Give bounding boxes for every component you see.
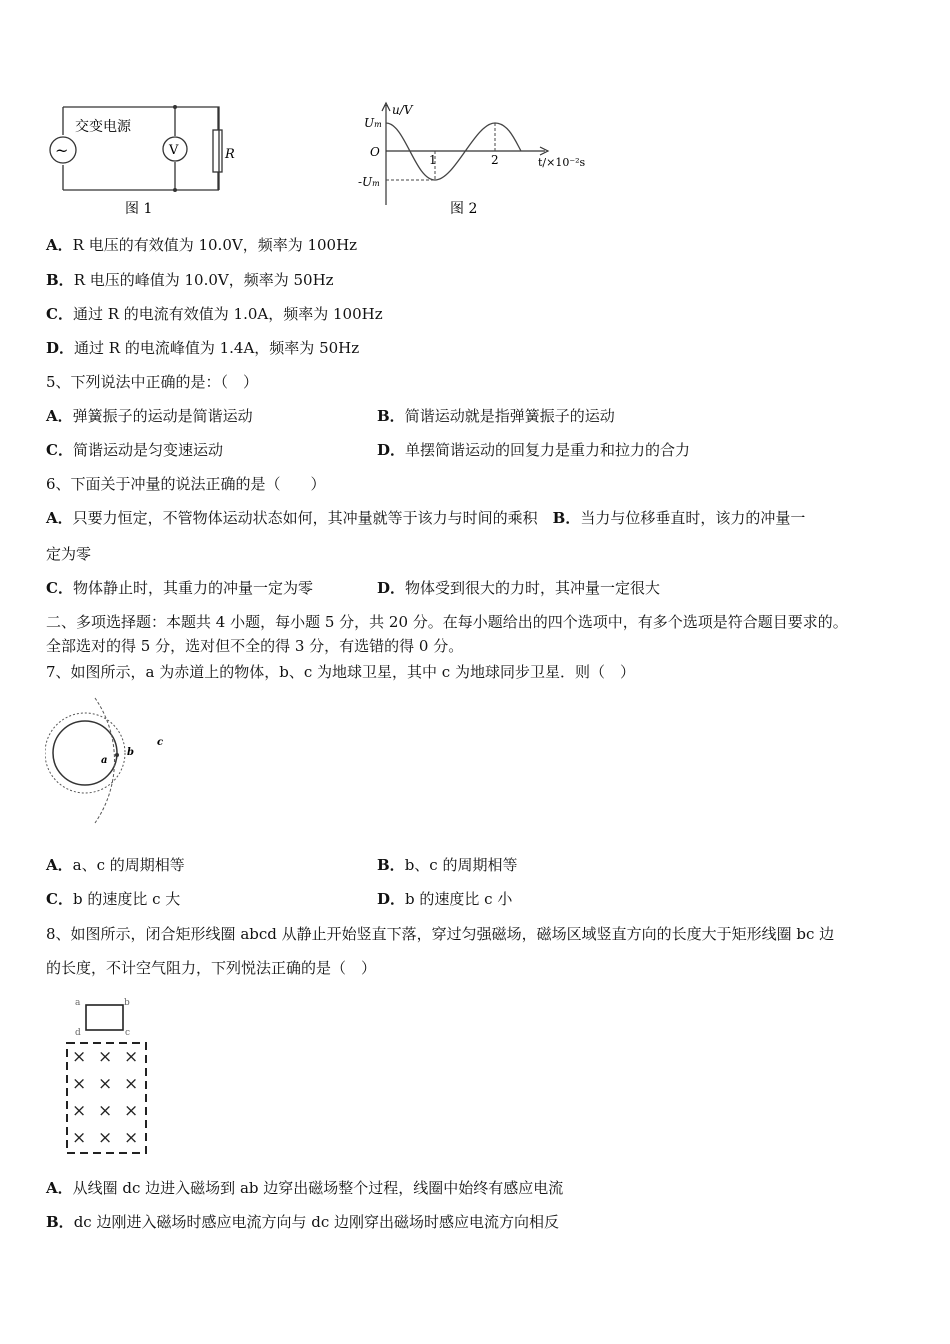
- svg-text:×: ×: [98, 1128, 113, 1148]
- figure-7-orbits: [45, 693, 175, 833]
- svg-text:×: ×: [124, 1101, 139, 1121]
- figure-1-circuit: [45, 100, 245, 220]
- svg-text:V: V: [169, 143, 179, 158]
- svg-text:图 1: 图 1: [125, 201, 153, 217]
- q7-option-c: C．b 的速度比 c 大: [46, 890, 181, 908]
- svg-text:2: 2: [491, 153, 499, 167]
- figure-8-coil-field: [60, 992, 160, 1157]
- q4-option-d: D．通过 R 的电流峰值为 1.4A，频率为 50Hz: [46, 339, 360, 357]
- svg-text:~: ~: [55, 141, 69, 160]
- q8-option-a: A．从线圈 dc 边进入磁场到 ab 边穿出磁场整个过程，线圈中始终有感应电流: [46, 1179, 564, 1197]
- q6-stem: 6、下面关于冲量的说法正确的是（ ）: [46, 475, 326, 493]
- svg-text:1: 1: [429, 153, 437, 167]
- svg-text:c: c: [157, 737, 164, 748]
- svg-text:交变电源: 交变电源: [75, 119, 131, 135]
- svg-text:R: R: [225, 147, 235, 162]
- section-2-heading-cont: 全部选对的得 5 分，选对但不全的得 3 分，有选错的得 0 分。: [46, 637, 464, 655]
- q7-option-d: D．b 的速度比 c 小: [377, 890, 513, 908]
- q6-option-a-b: A．只要力恒定，不管物体运动状态如何，其冲量就等于该力与时间的乘积 B．当力与位移垂直时，该力的冲量一: [46, 509, 806, 527]
- svg-text:图 2: 图 2: [450, 201, 478, 217]
- svg-text:c: c: [125, 1028, 131, 1038]
- svg-text:×: ×: [98, 1047, 113, 1067]
- svg-text:a: a: [75, 998, 81, 1008]
- svg-text:-Um: -Um: [358, 175, 380, 189]
- q8-stem: 8、如图所示，闭合矩形线圈 abcd 从静止开始竖直下落，穿过匀强磁场，磁场区域竖直方向的长度大于矩形线圈 bc 边: [46, 925, 835, 943]
- q5-option-a: A．弹簧振子的运动是简谐运动: [46, 407, 253, 425]
- q4-option-c: C．通过 R 的电流有效值为 1.0A，频率为 100Hz: [46, 305, 383, 323]
- q8-stem-cont: 的长度，不计空气阻力，下列悦法正确的是（ ）: [46, 959, 377, 977]
- q4-option-b: B．R 电压的峰值为 10.0V，频率为 50Hz: [46, 271, 334, 289]
- q5-option-d: D．单摆简谐运动的回复力是重力和拉力的合力: [377, 441, 691, 459]
- svg-text:×: ×: [98, 1074, 113, 1094]
- svg-text:×: ×: [72, 1047, 87, 1067]
- svg-text:Um: Um: [364, 116, 382, 130]
- svg-text:×: ×: [124, 1074, 139, 1094]
- svg-text:b: b: [124, 998, 130, 1008]
- q6-option-b-cont: 定为零: [46, 545, 92, 563]
- svg-text:b: b: [127, 747, 134, 758]
- svg-text:×: ×: [98, 1101, 113, 1121]
- q8-option-b: B．dc 边刚进入磁场时感应电流方向与 dc 边刚穿出磁场时感应电流方向相反: [46, 1213, 560, 1231]
- svg-text:u/V: u/V: [392, 103, 413, 117]
- figure-2-waveform: [350, 100, 600, 220]
- svg-text:×: ×: [124, 1128, 139, 1148]
- svg-text:×: ×: [124, 1047, 139, 1067]
- q7-option-b: B．b、c 的周期相等: [377, 856, 518, 874]
- svg-text:×: ×: [72, 1101, 87, 1121]
- q4-option-a: A．R 电压的有效值为 10.0V，频率为 100Hz: [46, 236, 358, 254]
- q5-option-c: C．简谐运动是匀变速运动: [46, 441, 223, 459]
- svg-text:a: a: [101, 755, 108, 766]
- section-2-heading: 二、多项选择题：本题共 4 小题，每小题 5 分，共 20 分。在每小题给出的四个选项中，有多个选项是符合题目要求的。: [46, 613, 848, 631]
- q5-option-b: B．简谐运动就是指弹簧振子的运动: [377, 407, 615, 425]
- q6-option-d: D．物体受到很大的力时，其冲量一定很大: [377, 579, 661, 597]
- svg-text:×: ×: [72, 1128, 87, 1148]
- q7-option-a: A．a、c 的周期相等: [46, 856, 185, 874]
- q7-stem: 7、如图所示，a 为赤道上的物体，b、c 为地球卫星，其中 c 为地球同步卫星．则（ ）: [46, 663, 635, 681]
- svg-text:t/×10⁻²s: t/×10⁻²s: [538, 156, 586, 169]
- q6-option-c: C．物体静止时，其重力的冲量一定为零: [46, 579, 313, 597]
- svg-text:×: ×: [72, 1074, 87, 1094]
- svg-text:d: d: [75, 1028, 81, 1038]
- svg-text:O: O: [370, 145, 380, 159]
- q5-stem: 5、下列说法中正确的是：（ ）: [46, 373, 259, 391]
